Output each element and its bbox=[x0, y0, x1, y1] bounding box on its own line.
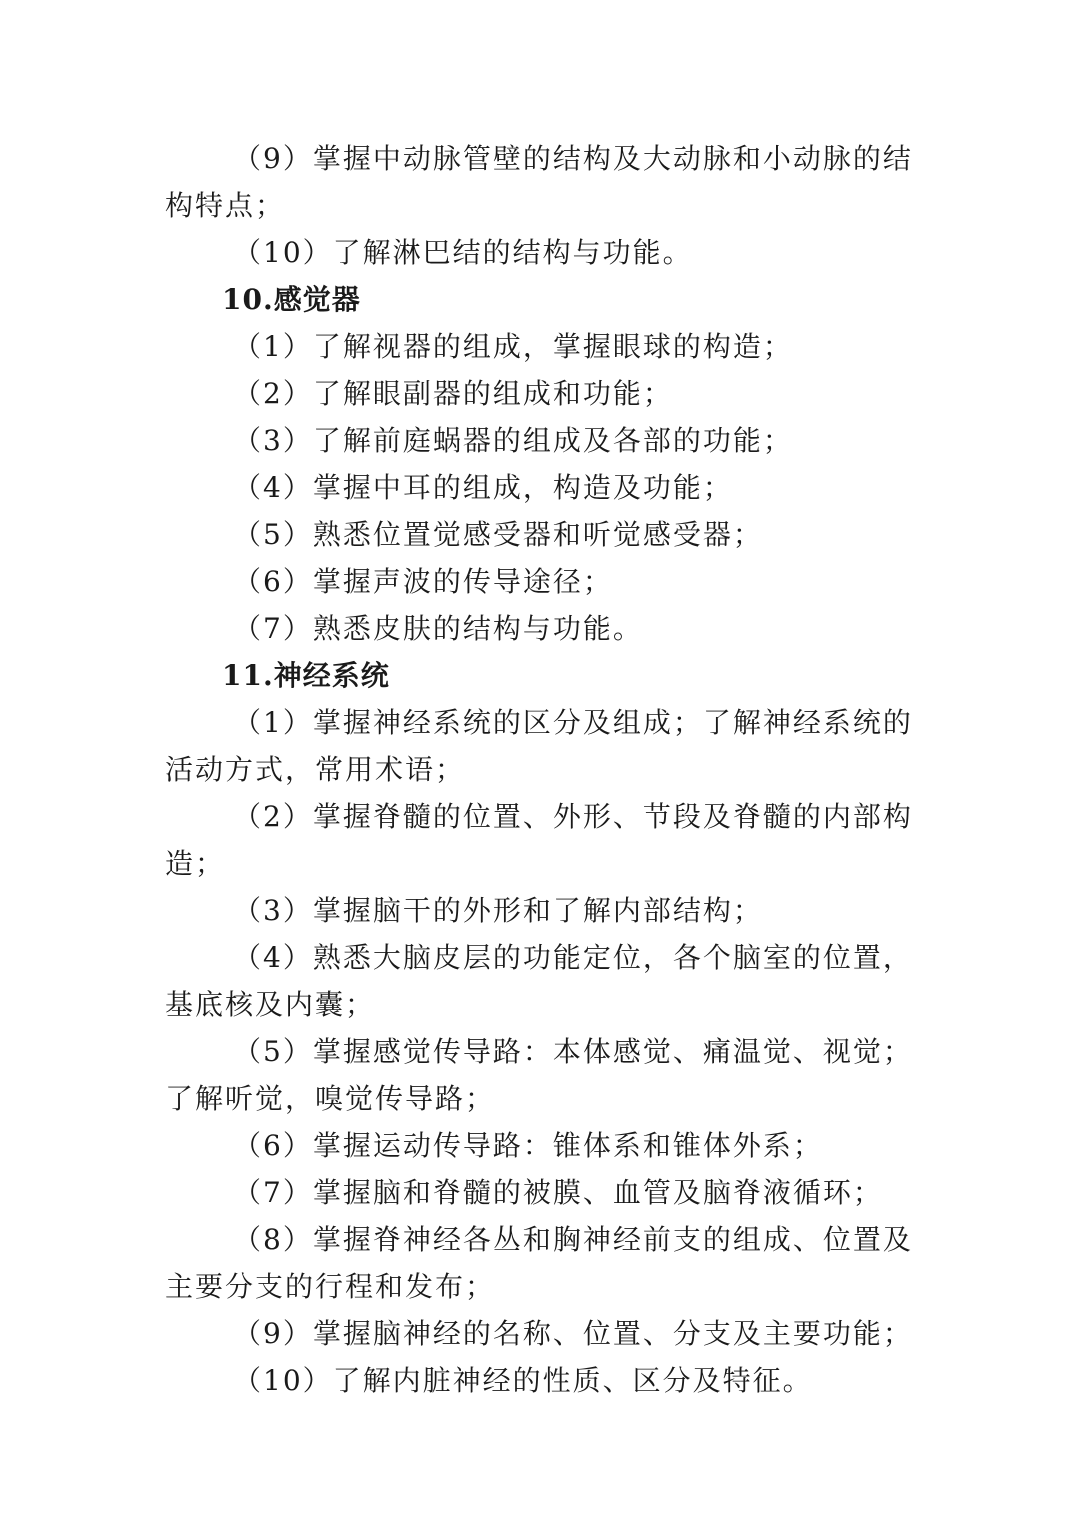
section-heading: 11.神经系统 bbox=[222, 659, 390, 692]
section-heading: 10.感觉器 bbox=[222, 283, 361, 316]
list-item: （10）了解淋巴结的结构与功能。 bbox=[233, 236, 693, 269]
list-item: （9）掌握中动脉管壁的结构及大动脉和小动脉的结构特点； bbox=[165, 142, 913, 222]
list-item: （5）掌握感觉传导路：本体感觉、痛温觉、视觉；了解听觉，嗅觉传导路； bbox=[165, 1035, 913, 1115]
list-item: （10）了解内脏神经的性质、区分及特征。 bbox=[233, 1364, 813, 1397]
list-item: （8）掌握脊神经各丛和胸神经前支的组成、位置及主要分支的行程和发布； bbox=[165, 1223, 913, 1303]
list-item: （7）掌握脑和脊髓的被膜、血管及脑脊液循环； bbox=[233, 1176, 883, 1209]
list-item: （2）掌握脊髓的位置、外形、节段及脊髓的内部构造； bbox=[165, 800, 913, 880]
list-item: （1）掌握神经系统的区分及组成；了解神经系统的活动方式，常用术语； bbox=[165, 706, 913, 786]
list-item: （3）掌握脑干的外形和了解内部结构； bbox=[233, 894, 763, 927]
list-item: （5）熟悉位置觉感受器和听觉感受器； bbox=[233, 518, 763, 551]
list-item: （7）熟悉皮肤的结构与功能。 bbox=[233, 612, 643, 645]
list-item: （3）了解前庭蜗器的组成及各部的功能； bbox=[233, 424, 793, 457]
document-body bbox=[165, 135, 920, 1404]
list-item: （4）熟悉大脑皮层的功能定位，各个脑室的位置，基底核及内囊； bbox=[165, 941, 913, 1021]
list-item: （6）掌握声波的传导途径； bbox=[233, 565, 613, 598]
list-item: （6）掌握运动传导路：锥体系和锥体外系； bbox=[233, 1129, 823, 1162]
list-item: （4）掌握中耳的组成，构造及功能； bbox=[233, 471, 733, 504]
list-item: （1）了解视器的组成，掌握眼球的构造； bbox=[233, 330, 793, 363]
list-item: （9）掌握脑神经的名称、位置、分支及主要功能； bbox=[233, 1317, 913, 1350]
list-item: （2）了解眼副器的组成和功能； bbox=[233, 377, 673, 410]
